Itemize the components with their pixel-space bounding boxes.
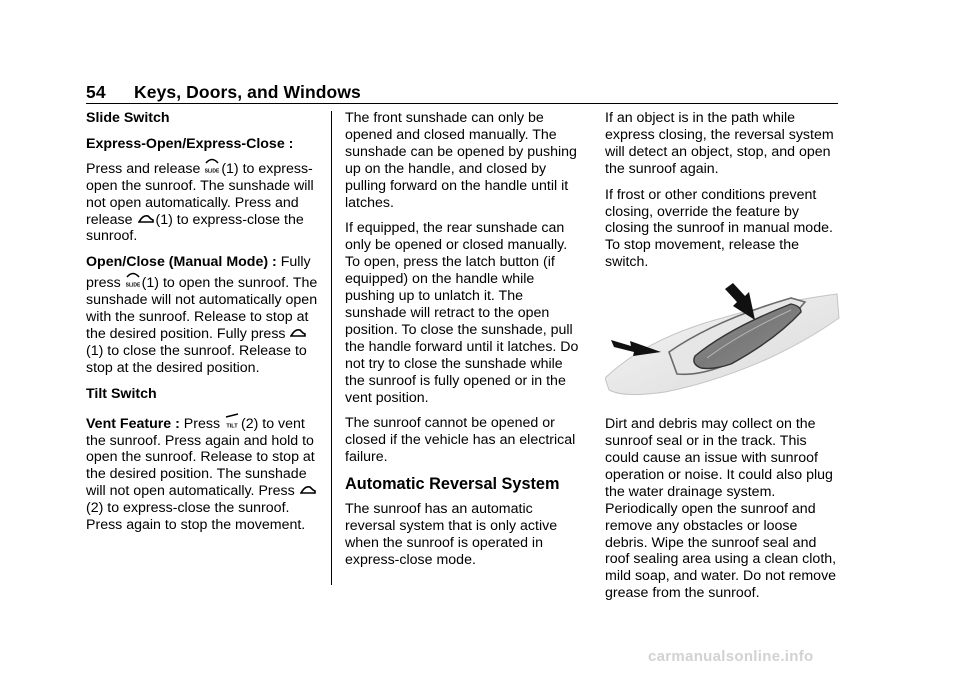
electrical-failure-text: The sunroof cannot be opened or closed if the vehicle has an electrical failure. [345,415,576,466]
express-open-text: Press and release SLIDE (1) to express-open the sunroof. The sunshade will not open automatically. Press and release (1) to express-close the sunroof. [86,157,324,246]
column-divider [331,111,332,585]
svg-text:SLIDE: SLIDE [205,168,220,174]
column-3 [605,110,841,611]
car-roof-close-icon [300,485,316,496]
frost-override-text: If frost or other conditions prevent closing, override the feature by closing the sunroof in manual mode. To stop movement, release the switch. [605,186,833,271]
tilt-switch-heading: Tilt Switch [86,385,157,402]
express-open-label: Express-Open/Express-Close : [86,135,294,152]
reversal-object-text: If an object is in the path while express closing, the reversal system will detect an object, stop, and open the sunroof again. [605,110,834,177]
automatic-reversal-heading: Automatic Reversal System [345,475,560,494]
vent-feature-text: Vent Feature : Press TILT (2) to vent the sunroof. Press again and hold to open the sunroof. Release to stop at the desired position. The sunshade will not open automatically. Press (2) to express-close the sunroof. Press again to stop the movement. [86,412,324,534]
svg-text:SLIDE: SLIDE [125,282,140,289]
car-roof-close-icon [138,214,154,225]
column-1 [86,110,324,543]
slide-switch-icon [205,157,219,174]
automatic-reversal-text: The sunroof has an automatic reversal system that is only active when the sunroof is operated in express-close mode. [345,501,558,568]
dirt-debris-text: Dirt and debris may collect on the sunroof seal or in the track. This could cause an issue with sunroof operation or noise. It could also plug the water drainage system. Periodically open the sunroof and remove any obstacles or loose debris. Wipe the sunroof seal and roof sealing area using a clean cloth, mild soap, and water. Do not remove grease from the sunroof. [605,416,837,602]
header-rule [86,103,838,104]
page-number: 54 [86,82,106,102]
slide-switch-heading: Slide Switch [86,110,170,126]
tilt-switch-icon [225,412,239,429]
open-close-text: Open/Close (Manual Mode) : Fully press SLIDE (1) to open the sunroof. The sunshade will not automatically open with the sunroof. Release to stop at the desired position. Fully press (1) to close the sunroof. Release to stop at the desired position. [86,254,318,376]
front-sunshade-text: The front sunshade can only be opened and closed manually. The sunshade can be opened by pushing up on the handle, and closed by pulling forward on the handle until it latches. [345,110,577,211]
slide-switch-icon [126,271,140,288]
section-title: Keys, Doors, and Windows [134,82,361,102]
svg-text:TILT: TILT [226,423,238,429]
column-2 [345,110,583,578]
car-roof-close-icon [290,328,306,339]
page-header [86,82,361,103]
watermark: carmanualsonline.info [648,648,814,665]
rear-sunshade-text: If equipped, the rear sunshade can only be opened or closed manually. To open, press the latch button (if equipped) on the handle while pushing up to unlatch it. The sunshade will retract to the open position. To close the sunshade, pull the handle forward until it latches. Do not try to close the sunshade while the sunroof is fully opened or in the vent position. [345,220,579,406]
sunroof-illustration [605,280,841,404]
